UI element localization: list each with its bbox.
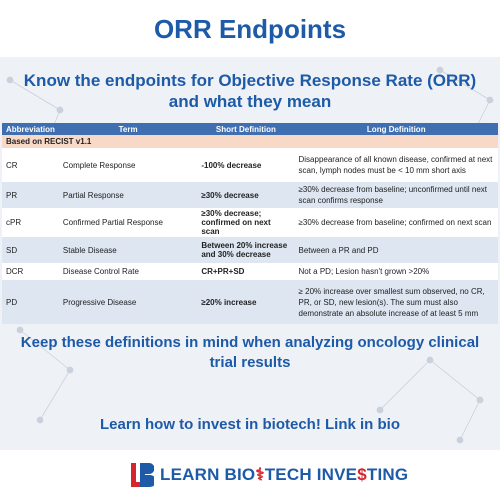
cell-long-definition: Not a PD; Lesion hasn't grown >20% [295,263,499,280]
cell-abbreviation: DCR [2,263,59,280]
logo-mark-icon [130,462,154,488]
section-label: Based on RECIST v1.1 [2,135,498,148]
cell-abbreviation: PD [2,280,59,324]
cell-term: Stable Disease [59,237,197,263]
brand-logo[interactable] [130,462,408,488]
cell-abbreviation: PR [2,182,59,208]
dollar-icon: $ [357,465,367,484]
logo-wordmark [160,465,408,485]
cell-term: Partial Response [59,182,197,208]
cell-short-definition: ≥30% decrease; confirmed on next scan [197,208,294,237]
keep-in-mind-note: Keep these definitions in mind when analyzing oncology clinical trial results [20,334,480,371]
cell-short-definition: ≥30% decrease [197,182,294,208]
header-abbreviation: Abbreviation [2,123,59,135]
subtitle: Know the endpoints for Objective Response Rate (ORR) and what they mean [23,71,477,111]
cell-term: Confirmed Partial Response [59,208,197,237]
cell-long-definition: ≥30% decrease from baseline; confirmed on next scan [295,208,499,237]
table-header-row [2,123,498,135]
cell-abbreviation: cPR [2,208,59,237]
cell-short-definition: Between 20% increase and 30% decrease [197,237,294,263]
table-row [2,237,498,263]
cell-short-definition: -100% decrease [197,148,294,182]
cell-term: Progressive Disease [59,280,197,324]
logo-text-part1: LEARN BIO [160,465,256,484]
header-term: Term [59,123,197,135]
table-row [2,208,498,237]
cell-term: Complete Response [59,148,197,182]
call-to-action[interactable]: Learn how to invest in biotech! Link in bio [99,416,400,433]
endpoints-table [2,123,498,324]
cell-long-definition: Disappearance of all known disease, confirmed at next scan, lymph nodes must be < 10 mm short axis [295,148,499,182]
page-title: ORR Endpoints [153,14,347,44]
header-short-definition: Short Definition [197,123,294,135]
cell-abbreviation: SD [2,237,59,263]
logo-text-part2: TECH INVE [264,465,358,484]
logo-text-part3: TING [366,465,409,484]
dna-icon: ⚕ [255,465,265,484]
section-row [2,135,498,148]
table-row [2,182,498,208]
table-row [2,148,498,182]
cell-abbreviation: CR [2,148,59,182]
header-long-definition: Long Definition [295,123,499,135]
table-row [2,263,498,280]
cell-short-definition: CR+PR+SD [197,263,294,280]
table-row [2,280,498,324]
cell-term: Disease Control Rate [59,263,197,280]
cell-long-definition: Between a PR and PD [295,237,499,263]
cell-long-definition: ≥30% decrease from baseline; unconfirmed until next scan confirms response [295,182,499,208]
cell-long-definition: ≥ 20% increase over smallest sum observed, no CR, PR, or SD, new lesion(s). The sum must also demonstrate an absolute increase of at least 5 mm [295,280,499,324]
cell-short-definition: ≥20% increase [197,280,294,324]
